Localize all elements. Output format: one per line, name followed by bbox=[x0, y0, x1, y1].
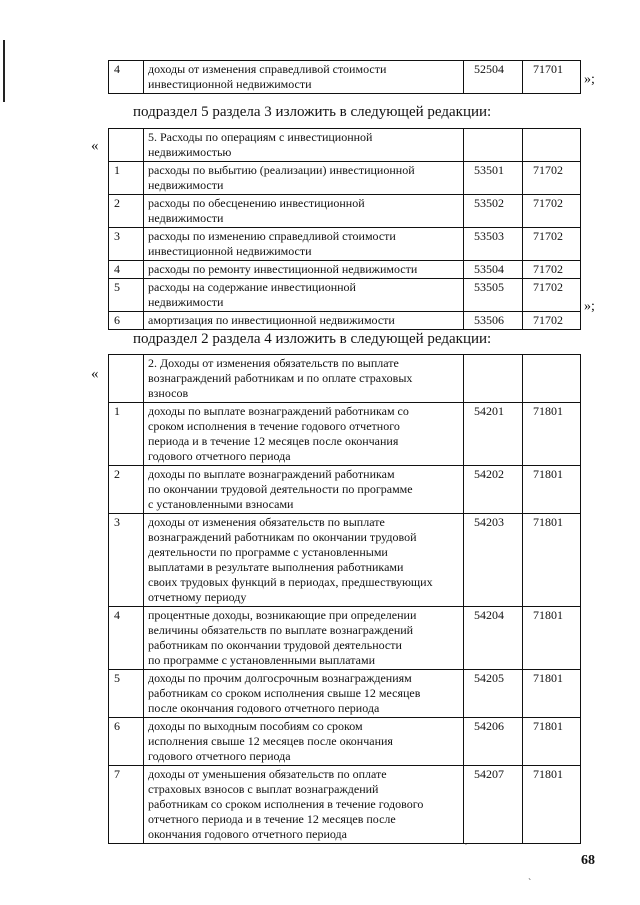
row-code-primary: 54201 bbox=[464, 403, 523, 466]
row-description: амортизация по инвестиционной недвижимости bbox=[144, 312, 464, 330]
row-code-primary: 54204 bbox=[464, 607, 523, 670]
row-code-primary: 53506 bbox=[464, 312, 523, 330]
row-code-secondary: 71801 bbox=[523, 607, 581, 670]
row-code-secondary: 71702 bbox=[523, 162, 581, 195]
table-row bbox=[109, 670, 581, 718]
row-number: 4 bbox=[109, 607, 144, 670]
scan-mark: ˋ bbox=[464, 843, 468, 854]
row-code-primary: 54205 bbox=[464, 670, 523, 718]
row-description: расходы на содержание инвестиционной недвижимости bbox=[144, 279, 464, 312]
table-row bbox=[109, 228, 581, 261]
scan-mark: ˋ bbox=[528, 878, 532, 889]
row-code-primary: 53503 bbox=[464, 228, 523, 261]
table1-open-quote: « bbox=[91, 138, 99, 154]
row-number: 3 bbox=[109, 514, 144, 607]
row-code-secondary: 71702 bbox=[523, 195, 581, 228]
row-code-primary: 53501 bbox=[464, 162, 523, 195]
row-code-secondary: 71801 bbox=[523, 670, 581, 718]
row-number: 5 bbox=[109, 670, 144, 718]
row-description: расходы по выбытию (реализации) инвестиционной недвижимости bbox=[144, 162, 464, 195]
table-row bbox=[109, 279, 581, 312]
row-number: 4 bbox=[109, 61, 144, 94]
table-header-row bbox=[109, 355, 581, 403]
row-number: 6 bbox=[109, 718, 144, 766]
table2-open-quote: « bbox=[91, 366, 99, 382]
row-code-primary: 53505 bbox=[464, 279, 523, 312]
row-code-primary: 54206 bbox=[464, 718, 523, 766]
row-code-secondary: 71701 bbox=[523, 61, 581, 94]
row-number: 4 bbox=[109, 261, 144, 279]
table0-end-mark: »; bbox=[584, 72, 595, 87]
row-number: 6 bbox=[109, 312, 144, 330]
row-number: 5 bbox=[109, 279, 144, 312]
row-code-secondary: 71702 bbox=[523, 279, 581, 312]
row-description: доходы по прочим долгосрочным вознаграждениям работникам со сроком исполнения свыше 12 месяцев после окончания годового отчетного периода bbox=[144, 670, 464, 718]
row-number: 2 bbox=[109, 195, 144, 228]
row-code-secondary: 71801 bbox=[523, 403, 581, 466]
row-code-primary: 52504 bbox=[464, 61, 523, 94]
instruction-subsection-2: подраздел 2 раздела 4 изложить в следующей редакции: bbox=[133, 331, 492, 347]
row-number: 2 bbox=[109, 466, 144, 514]
table-row bbox=[109, 61, 581, 94]
row-code-secondary: 71702 bbox=[523, 261, 581, 279]
row-description: расходы по ремонту инвестиционной недвижимости bbox=[144, 261, 464, 279]
table-row bbox=[109, 718, 581, 766]
row-code-primary: 54207 bbox=[464, 766, 523, 844]
row-code-secondary: 71801 bbox=[523, 514, 581, 607]
table-row bbox=[109, 195, 581, 228]
table-row bbox=[109, 312, 581, 330]
row-description: расходы по обесценению инвестиционной недвижимости bbox=[144, 195, 464, 228]
row-number: 3 bbox=[109, 228, 144, 261]
row-description: доходы от изменения обязательств по выплате вознаграждений работникам по окончании трудовой деятельности по программе с установленными выплатами в результате выполнения работниками своих трудовых функций в периодах, предшествующих отчетному периоду bbox=[144, 514, 464, 607]
table2-header: 2. Доходы от изменения обязательств по выплате вознаграждений работникам и по оплате страховых взносов bbox=[144, 355, 464, 403]
table-employee-obligations-income bbox=[108, 354, 581, 844]
row-number: 1 bbox=[109, 403, 144, 466]
row-code-secondary: 71702 bbox=[523, 228, 581, 261]
row-number: 1 bbox=[109, 162, 144, 195]
table-investment-income-row bbox=[108, 60, 581, 94]
row-description: расходы по изменению справедливой стоимости инвестиционной недвижимости bbox=[144, 228, 464, 261]
row-code-primary: 53504 bbox=[464, 261, 523, 279]
row-code-secondary: 71801 bbox=[523, 718, 581, 766]
row-code-secondary: 71702 bbox=[523, 312, 581, 330]
table-investment-expenses bbox=[108, 128, 581, 330]
row-code-primary: 54203 bbox=[464, 514, 523, 607]
row-description: процентные доходы, возникающие при определении величины обязательств по выплате вознаграждений работникам по окончании трудовой деятельности по программе с установленными выплатами bbox=[144, 607, 464, 670]
row-code-primary: 54202 bbox=[464, 466, 523, 514]
table-row bbox=[109, 162, 581, 195]
row-description: доходы по выплате вознаграждений работникам со сроком исполнения в течение годового отчетного периода и в течение 12 месяцев после окончания годового отчетного периода bbox=[144, 403, 464, 466]
table-row bbox=[109, 607, 581, 670]
instruction-subsection-5: подраздел 5 раздела 3 изложить в следующей редакции: bbox=[133, 104, 492, 120]
row-description: доходы от изменения справедливой стоимости инвестиционной недвижимости bbox=[144, 61, 464, 94]
table-row bbox=[109, 261, 581, 279]
row-number: 7 bbox=[109, 766, 144, 844]
row-code-secondary: 71801 bbox=[523, 766, 581, 844]
page-number: 68 bbox=[581, 853, 595, 868]
row-description: доходы от уменьшения обязательств по оплате страховых взносов с выплат вознаграждений работникам со сроком исполнения в течение годового отчетного периода и в течение 12 месяцев после окончания годового отчетного периода bbox=[144, 766, 464, 844]
row-code-secondary: 71801 bbox=[523, 466, 581, 514]
table1-end-mark: »; bbox=[584, 299, 595, 314]
margin-bar bbox=[3, 40, 5, 102]
table1-header: 5. Расходы по операциям с инвестиционной недвижимостью bbox=[144, 129, 464, 162]
table-row bbox=[109, 514, 581, 607]
table-header-row bbox=[109, 129, 581, 162]
row-description: доходы по выходным пособиям со сроком исполнения свыше 12 месяцев после окончания годового отчетного периода bbox=[144, 718, 464, 766]
table-row bbox=[109, 466, 581, 514]
table-row bbox=[109, 403, 581, 466]
row-description: доходы по выплате вознаграждений работникам по окончании трудовой деятельности по программе с установленными взносами bbox=[144, 466, 464, 514]
row-code-primary: 53502 bbox=[464, 195, 523, 228]
table-row bbox=[109, 766, 581, 844]
